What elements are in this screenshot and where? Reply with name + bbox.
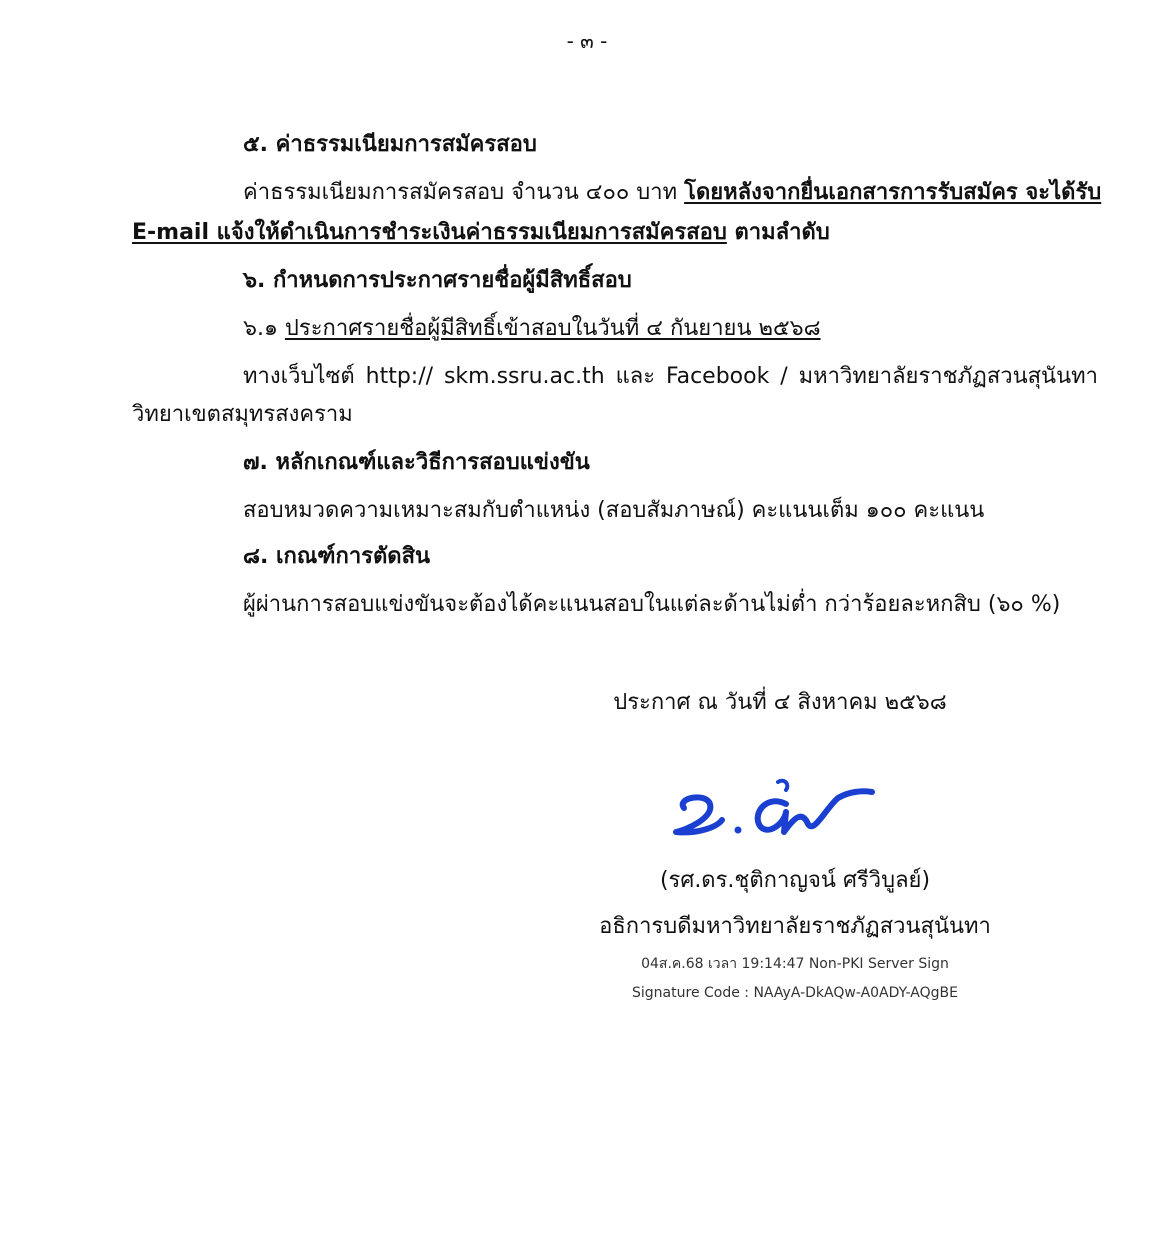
- section6-heading: ๖. กำหนดการประกาศรายชื่อผู้มีสิทธิ์สอบ: [243, 268, 632, 293]
- signed-timestamp: 04ส.ค.68 เวลา 19:14:47 Non-PKI Server Sign: [641, 956, 949, 972]
- fee-highlight: โดยหลังจากยื่นเอกสารการรับสมัคร จะได้รับ: [684, 180, 1102, 205]
- announcement-date: ประกาศรายชื่อผู้มีสิทธิ์เข้าสอบในวันที่ ๔ กันยายน ๒๕๖๘: [284, 316, 821, 341]
- website-word: มหาวิทยาลัยราชภัฏสวนสุนันทา: [798, 364, 1098, 389]
- website-word: และ: [615, 364, 656, 389]
- website-url: skm.ssru.ac.th: [443, 364, 605, 389]
- signatory-name: (รศ.ดร.ชุติกาญจน์ ศรีวิบูลย์): [659, 868, 931, 893]
- section7-heading: ๗. หลักเกณฑ์และวิธีการสอบแข่งขัน: [243, 450, 590, 475]
- signatory-position: อธิการบดีมหาวิทยาลัยราชภัฏสวนสุนันทา: [599, 914, 991, 939]
- signature-strokes: [676, 781, 872, 834]
- fee-text: ค่าธรรมเนียมการสมัครสอบ จำนวน ๔๐๐ บาท: [243, 180, 685, 205]
- website-word: Facebook: [665, 364, 770, 389]
- section5-line1: [243, 178, 1101, 208]
- website-word: ทางเว็บไซต์: [243, 364, 355, 389]
- page-number: - ๓ -: [566, 29, 608, 53]
- item-prefix: ๖.๑: [243, 316, 285, 341]
- section8-text: ผู้ผ่านการสอบแข่งขันจะต้องได้คะแนนสอบในแต่ละด้านไม่ต่ำ กว่าร้อยละหกสิบ (๖๐ %): [243, 592, 1061, 617]
- website-line2: วิทยาเขตสมุทรสงคราม: [132, 402, 353, 427]
- section6-item1: [243, 314, 821, 344]
- signature-code: Signature Code : NAAyA-DkAQw-A0ADY-AQgBE: [632, 985, 958, 1001]
- section5-line2: [132, 218, 830, 248]
- section8-heading: ๘. เกณฑ์การตัดสิน: [243, 544, 431, 569]
- section7-text: สอบหมวดความเหมาะสมกับตำแหน่ง (สอบสัมภาษณ์) คะแนนเต็ม ๑๐๐ คะแนน: [243, 498, 985, 523]
- announcement-date-line: ประกาศ ณ วันที่ ๔ สิงหาคม ๒๕๖๘: [613, 690, 947, 715]
- website-line: [243, 362, 1098, 392]
- section5-heading: ๕. ค่าธรรมเนียมการสมัครสอบ: [243, 132, 537, 157]
- website-word: http://: [365, 364, 434, 389]
- email-notice: E-mail แจ้งให้ดำเนินการชำระเงินค่าธรรมเนียมการสมัครสอบ: [132, 220, 727, 245]
- website-word: /: [780, 364, 788, 389]
- order-text: ตามลำดับ: [726, 220, 830, 245]
- handwritten-signature: [666, 768, 886, 848]
